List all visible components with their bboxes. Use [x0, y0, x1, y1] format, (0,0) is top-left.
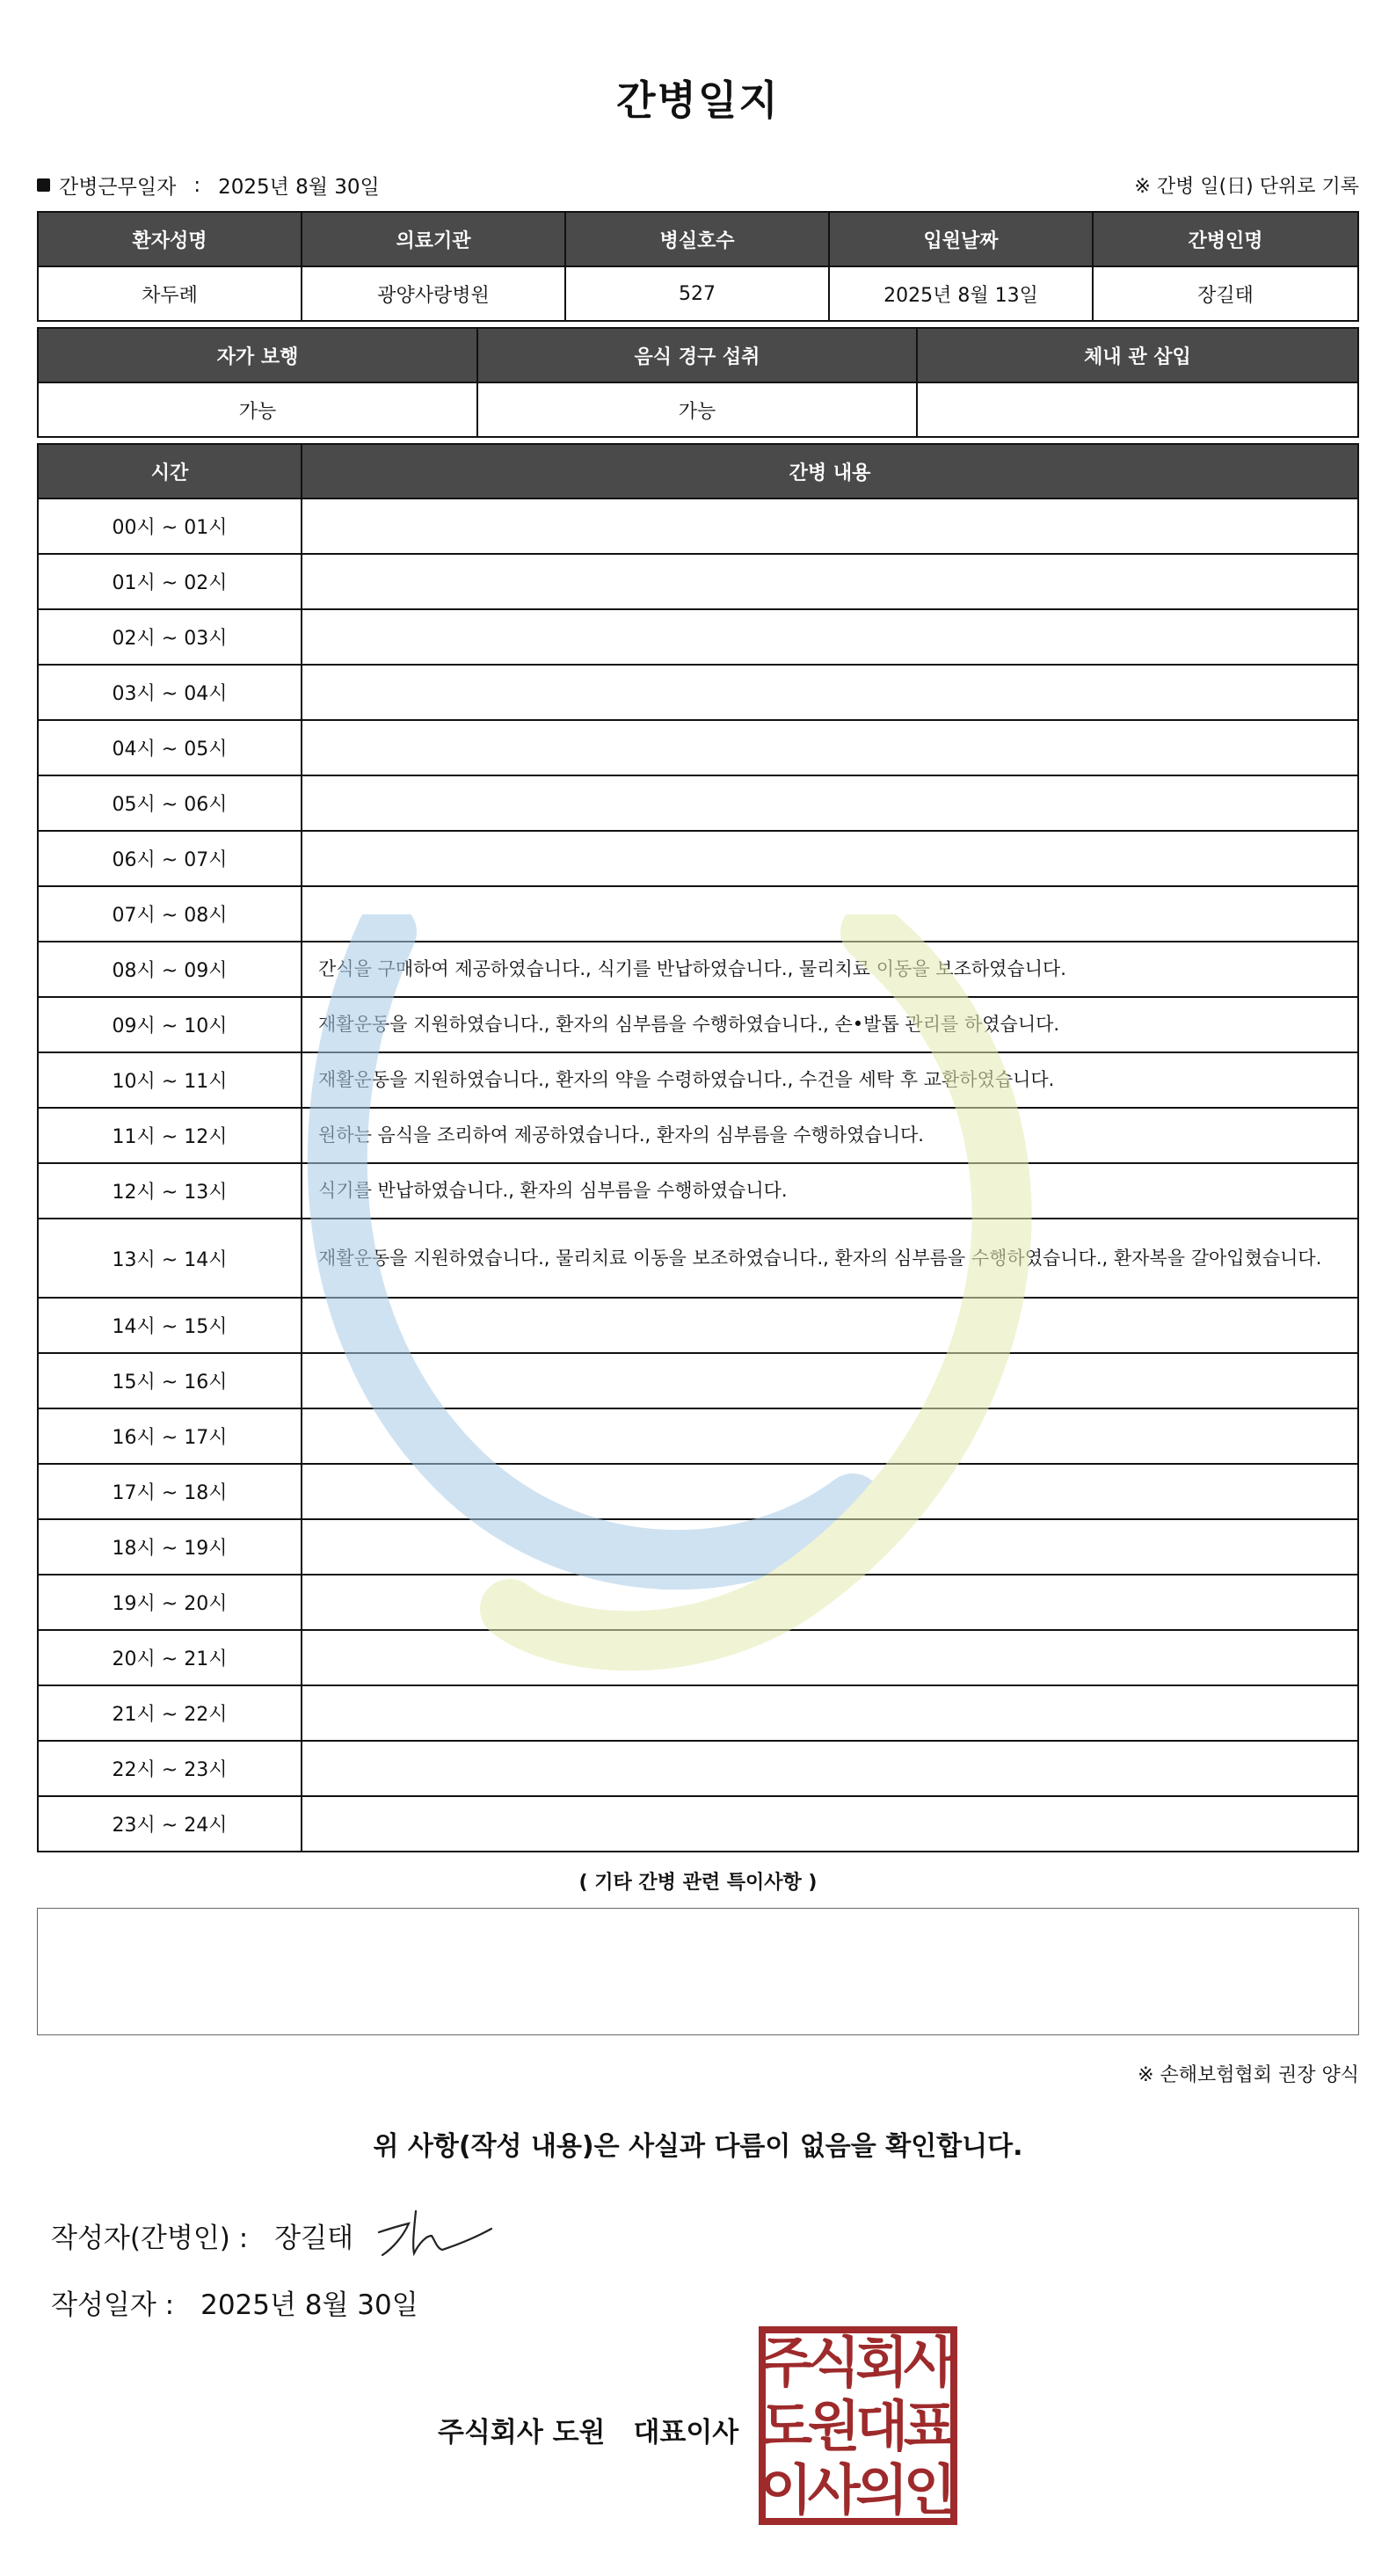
care-log-body: [39, 498, 1357, 1851]
care-log-content[interactable]: [302, 1354, 1357, 1408]
special-notes-title: ( 기타 간병 관련 특이사항 ): [578, 1872, 818, 1894]
write-date-line: [51, 2282, 418, 2322]
header-hospital: 의료기관: [302, 213, 566, 266]
care-log-row: [39, 1574, 1357, 1629]
care-log-time: 10시 ~ 11시: [39, 1053, 302, 1107]
care-log-row: [39, 941, 1357, 996]
care-log-content[interactable]: [302, 1742, 1357, 1795]
care-log-time: 17시 ~ 18시: [39, 1465, 302, 1518]
writer-label: 작성자(간병인) :: [51, 2223, 249, 2254]
care-log-content[interactable]: [302, 555, 1357, 608]
care-log-content[interactable]: [302, 1520, 1357, 1574]
care-log-content[interactable]: [302, 776, 1357, 830]
care-log-row: [39, 553, 1357, 608]
seal-character: 회: [855, 2330, 909, 2395]
care-log-time: 09시 ~ 10시: [39, 998, 302, 1052]
header-care-content: 간병 내용: [789, 462, 871, 484]
care-log-content[interactable]: [302, 1797, 1357, 1851]
care-log-table: [37, 443, 1359, 1852]
care-log-time: 08시 ~ 09시: [39, 942, 302, 996]
care-log-content[interactable]: 원하는 음식을 조리하여 제공하였습니다., 환자의 심부름을 수행하였습니다.: [318, 1124, 924, 1146]
page-title: 간병일지: [616, 76, 780, 124]
patient-info-header-row: [39, 213, 1357, 266]
header-admission-date: 입원날짜: [830, 213, 1094, 266]
header-caregiver-name: 간병인명: [1188, 229, 1263, 252]
seal-character: 이: [760, 2457, 813, 2522]
patient-info-table: [37, 211, 1359, 322]
seal-character: 주: [760, 2330, 813, 2395]
care-log-content[interactable]: [302, 1409, 1357, 1463]
care-log-content[interactable]: 재활운동을 지원하였습니다., 환자의 심부름을 수행하였습니다., 손•발톱 관리를 하였습니다.: [318, 1014, 1060, 1035]
care-log-content[interactable]: [302, 666, 1357, 719]
care-log-row: [39, 996, 1357, 1052]
value-admission-date: 2025년 8월 13일: [830, 267, 1094, 320]
care-log-time: 23시 ~ 24시: [39, 1797, 302, 1851]
care-log-time: 22시 ~ 23시: [39, 1742, 302, 1795]
care-log-row: [39, 830, 1357, 885]
company-name: 주식회사 도원: [438, 2417, 606, 2449]
work-date-value: 2025년 8월 30일: [218, 176, 380, 199]
value-hospital: 광양사랑병원: [302, 267, 566, 320]
writer-line: [51, 2216, 353, 2255]
header-tube-insertion: 체내 관 삽입: [1084, 346, 1191, 368]
care-log-time: 02시 ~ 03시: [39, 610, 302, 664]
work-date-separator: :: [193, 173, 201, 197]
care-log-time: 05시 ~ 06시: [39, 776, 302, 830]
care-log-time: 04시 ~ 05시: [39, 721, 302, 775]
care-log-row: [39, 719, 1357, 775]
care-log-header-row: [39, 445, 1357, 498]
seal-character: 식: [807, 2330, 861, 2395]
special-notes-box[interactable]: [37, 1908, 1359, 2035]
value-patient-name: 차두례: [39, 267, 302, 320]
care-log-row: [39, 775, 1357, 830]
care-log-row: [39, 1218, 1357, 1297]
care-log-content[interactable]: [302, 887, 1357, 941]
care-log-content[interactable]: [302, 1465, 1357, 1518]
seal-character: 표: [903, 2394, 956, 2458]
care-log-time: 07시 ~ 08시: [39, 887, 302, 941]
care-log-row: [39, 608, 1357, 664]
care-log-time: 15시 ~ 16시: [39, 1354, 302, 1408]
care-log-content[interactable]: [302, 1299, 1357, 1352]
square-bullet-icon: [37, 178, 50, 192]
header-time: 시간: [39, 445, 302, 498]
care-log-row: [39, 498, 1357, 553]
care-log-content[interactable]: [302, 499, 1357, 553]
care-log-content[interactable]: 간식을 구매하여 제공하였습니다., 식기를 반납하였습니다., 물리치료 이동을 보조하였습니다.: [318, 958, 1066, 979]
care-log-row: [39, 1297, 1357, 1352]
seal-character: 원: [807, 2394, 861, 2458]
care-log-time: 11시 ~ 12시: [39, 1109, 302, 1162]
write-date-value: 2025년 8월 30일: [200, 2289, 418, 2321]
seal-character: 사: [807, 2457, 861, 2522]
value-oral-intake: 가능: [478, 383, 918, 436]
work-date-label: 간병근무일자: [59, 176, 177, 199]
care-log-row: [39, 1740, 1357, 1795]
writer-name: 장길태: [274, 2223, 354, 2254]
patient-info-value-row: [39, 266, 1357, 320]
care-log-time: 18시 ~ 19시: [39, 1520, 302, 1574]
care-log-content[interactable]: 재활운동을 지원하였습니다., 물리치료 이동을 보조하였습니다., 환자의 심부름을 수행하였습니다., 환자복을 갈아입혔습니다.: [318, 1247, 1322, 1269]
header-room-number: 병실호수: [566, 213, 830, 266]
form-source-note: ※ 손해보험협회 권장 양식: [1138, 2064, 1359, 2086]
company-seal-stamp: [758, 2325, 958, 2526]
care-log-content[interactable]: [302, 1686, 1357, 1740]
seal-character: 인: [903, 2457, 956, 2522]
care-log-content[interactable]: [302, 610, 1357, 664]
value-tube-insertion: [918, 383, 1357, 436]
patient-status-table: [37, 327, 1359, 438]
care-log-row: [39, 664, 1357, 719]
care-log-row: [39, 1795, 1357, 1851]
care-log-row: [39, 1685, 1357, 1740]
care-log-content[interactable]: [302, 1575, 1357, 1629]
seal-character: 대: [855, 2394, 909, 2458]
header-self-walking: 자가 보행: [39, 329, 478, 382]
confirmation-statement: 위 사항(작성 내용)은 사실과 다름이 없음을 확인합니다.: [373, 2131, 1023, 2162]
unit-note: ※ 간병 일(日) 단위로 기록: [1134, 176, 1359, 198]
handwritten-signature: [374, 2202, 497, 2264]
care-log-time: 13시 ~ 14시: [39, 1219, 302, 1297]
work-date-line: [37, 171, 380, 200]
care-log-row: [39, 1629, 1357, 1685]
care-log-content[interactable]: [302, 832, 1357, 885]
care-log-row: [39, 1052, 1357, 1107]
care-log-time: 20시 ~ 21시: [39, 1631, 302, 1685]
care-log-time: 06시 ~ 07시: [39, 832, 302, 885]
care-log-row: [39, 885, 1357, 941]
seal-character: 도: [760, 2394, 813, 2458]
care-log-time: 01시 ~ 02시: [39, 555, 302, 608]
care-log-time: 03시 ~ 04시: [39, 666, 302, 719]
care-log-time: 21시 ~ 22시: [39, 1686, 302, 1740]
seal-character: 의: [855, 2457, 909, 2522]
care-log-content[interactable]: 재활운동을 지원하였습니다., 환자의 약을 수령하였습니다., 수건을 세탁 후 교환하였습니다.: [318, 1069, 1055, 1090]
value-caregiver-name: 장길태: [1197, 284, 1254, 307]
care-log-time: 00시 ~ 01시: [39, 499, 302, 553]
company-line: [438, 2410, 738, 2449]
care-log-row: [39, 1518, 1357, 1574]
patient-status-value-row: [39, 382, 1357, 436]
care-log-row: [39, 1107, 1357, 1162]
care-log-row: [39, 1408, 1357, 1463]
write-date-label: 작성일자 :: [51, 2289, 175, 2321]
care-log-row: [39, 1352, 1357, 1408]
care-log-time: 12시 ~ 13시: [39, 1164, 302, 1218]
care-log-time: 14시 ~ 15시: [39, 1299, 302, 1352]
patient-status-header-row: [39, 329, 1357, 382]
value-room-number: 527: [566, 267, 830, 320]
representative-title: 대표이사: [633, 2417, 739, 2449]
seal-character: 사: [903, 2330, 956, 2395]
care-log-time: 16시 ~ 17시: [39, 1409, 302, 1463]
value-self-walking: 가능: [39, 383, 478, 436]
care-log-row: [39, 1162, 1357, 1218]
care-log-time: 19시 ~ 20시: [39, 1575, 302, 1629]
care-log-row: [39, 1463, 1357, 1518]
header-patient-name: 환자성명: [39, 213, 302, 266]
care-log-content[interactable]: [302, 1631, 1357, 1685]
header-oral-intake: 음식 경구 섭취: [478, 329, 918, 382]
care-log-content[interactable]: [302, 721, 1357, 775]
care-log-content[interactable]: 식기를 반납하였습니다., 환자의 심부름을 수행하였습니다.: [318, 1180, 788, 1201]
